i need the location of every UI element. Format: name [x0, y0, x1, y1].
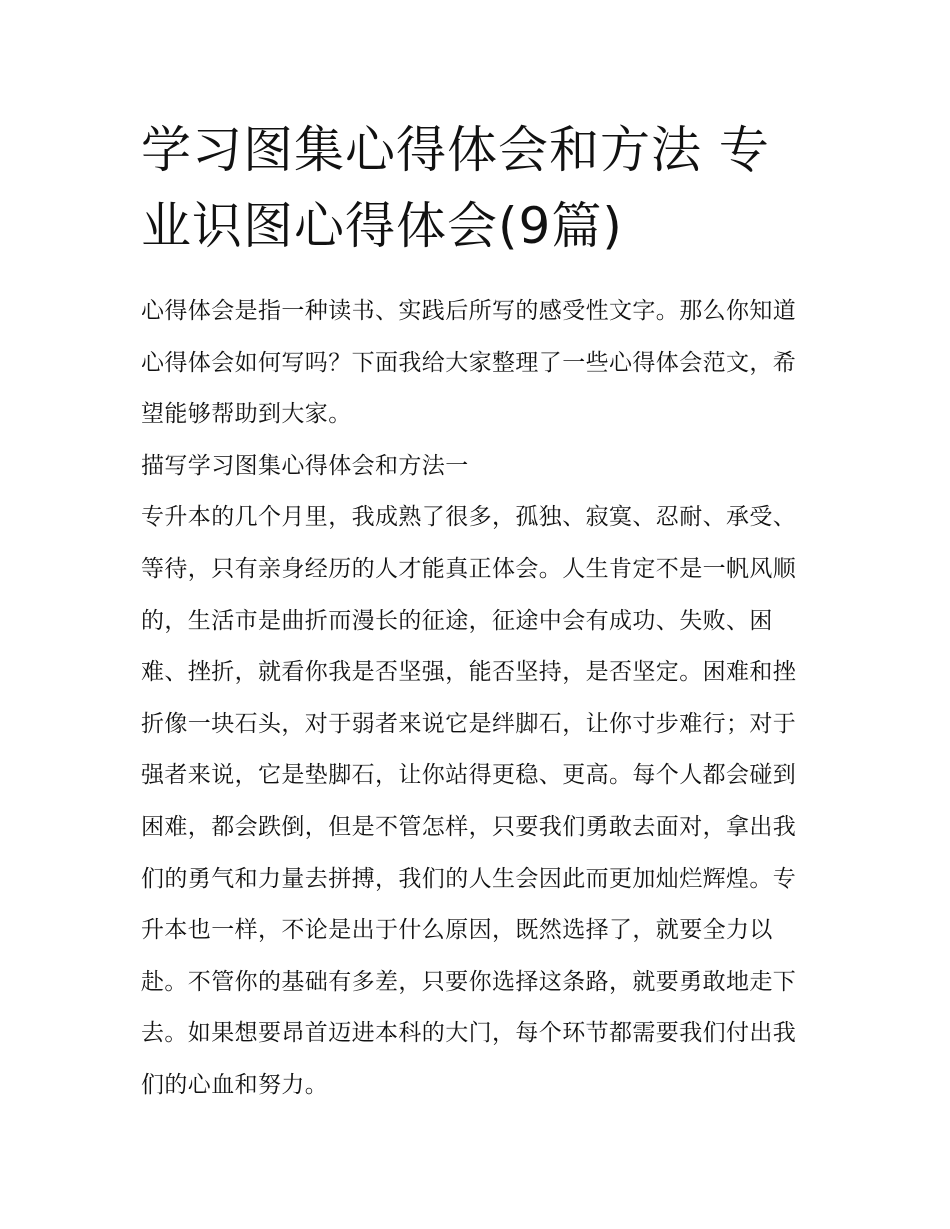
intro-paragraph: 心得体会是指一种读书、实践后所写的感受性文字。那么你知道心得体会如何写吗？下面我给大家整理了一些心得体会范文，希望能够帮助到大家。: [141, 298, 797, 428]
document-page: [141, 112, 813, 1112]
section-heading: 描写学习图集心得体会和方法一: [141, 452, 469, 479]
section-body-paragraph: 专升本的几个月里，我成熟了很多，孤独、寂寞、忍耐、承受、等待，只有亲身经历的人才能真正体会。人生肯定不是一帆风顺的，生活市是曲折而漫长的征途，征途中会有成功、失败、困难、挫折，就看你我是否坚强，能否坚持，是否坚定。困难和挫折像一块石头，对于弱者来说它是绊脚石，让你寸步难行；对于强者来说，它是垫脚石，让你站得更稳、更高。每个人都会碰到困难，都会跌倒，但是不管怎样，只要我们勇敢去面对，拿出我们的勇气和力量去拼搏，我们的人生会因此而更加灿烂辉煌。专升本也一样，不论是出于什么原因，既然选择了，就要全力以赴。不管你的基础有多差，只要你选择这条路，就要勇敢地走下去。如果想要昂首迈进本科的大门，每个环节都需要我们付出我们的心血和努力。: [141, 504, 797, 1098]
document-title: 学习图集心得体会和方法 专业识图心得体会(9篇): [141, 121, 770, 255]
